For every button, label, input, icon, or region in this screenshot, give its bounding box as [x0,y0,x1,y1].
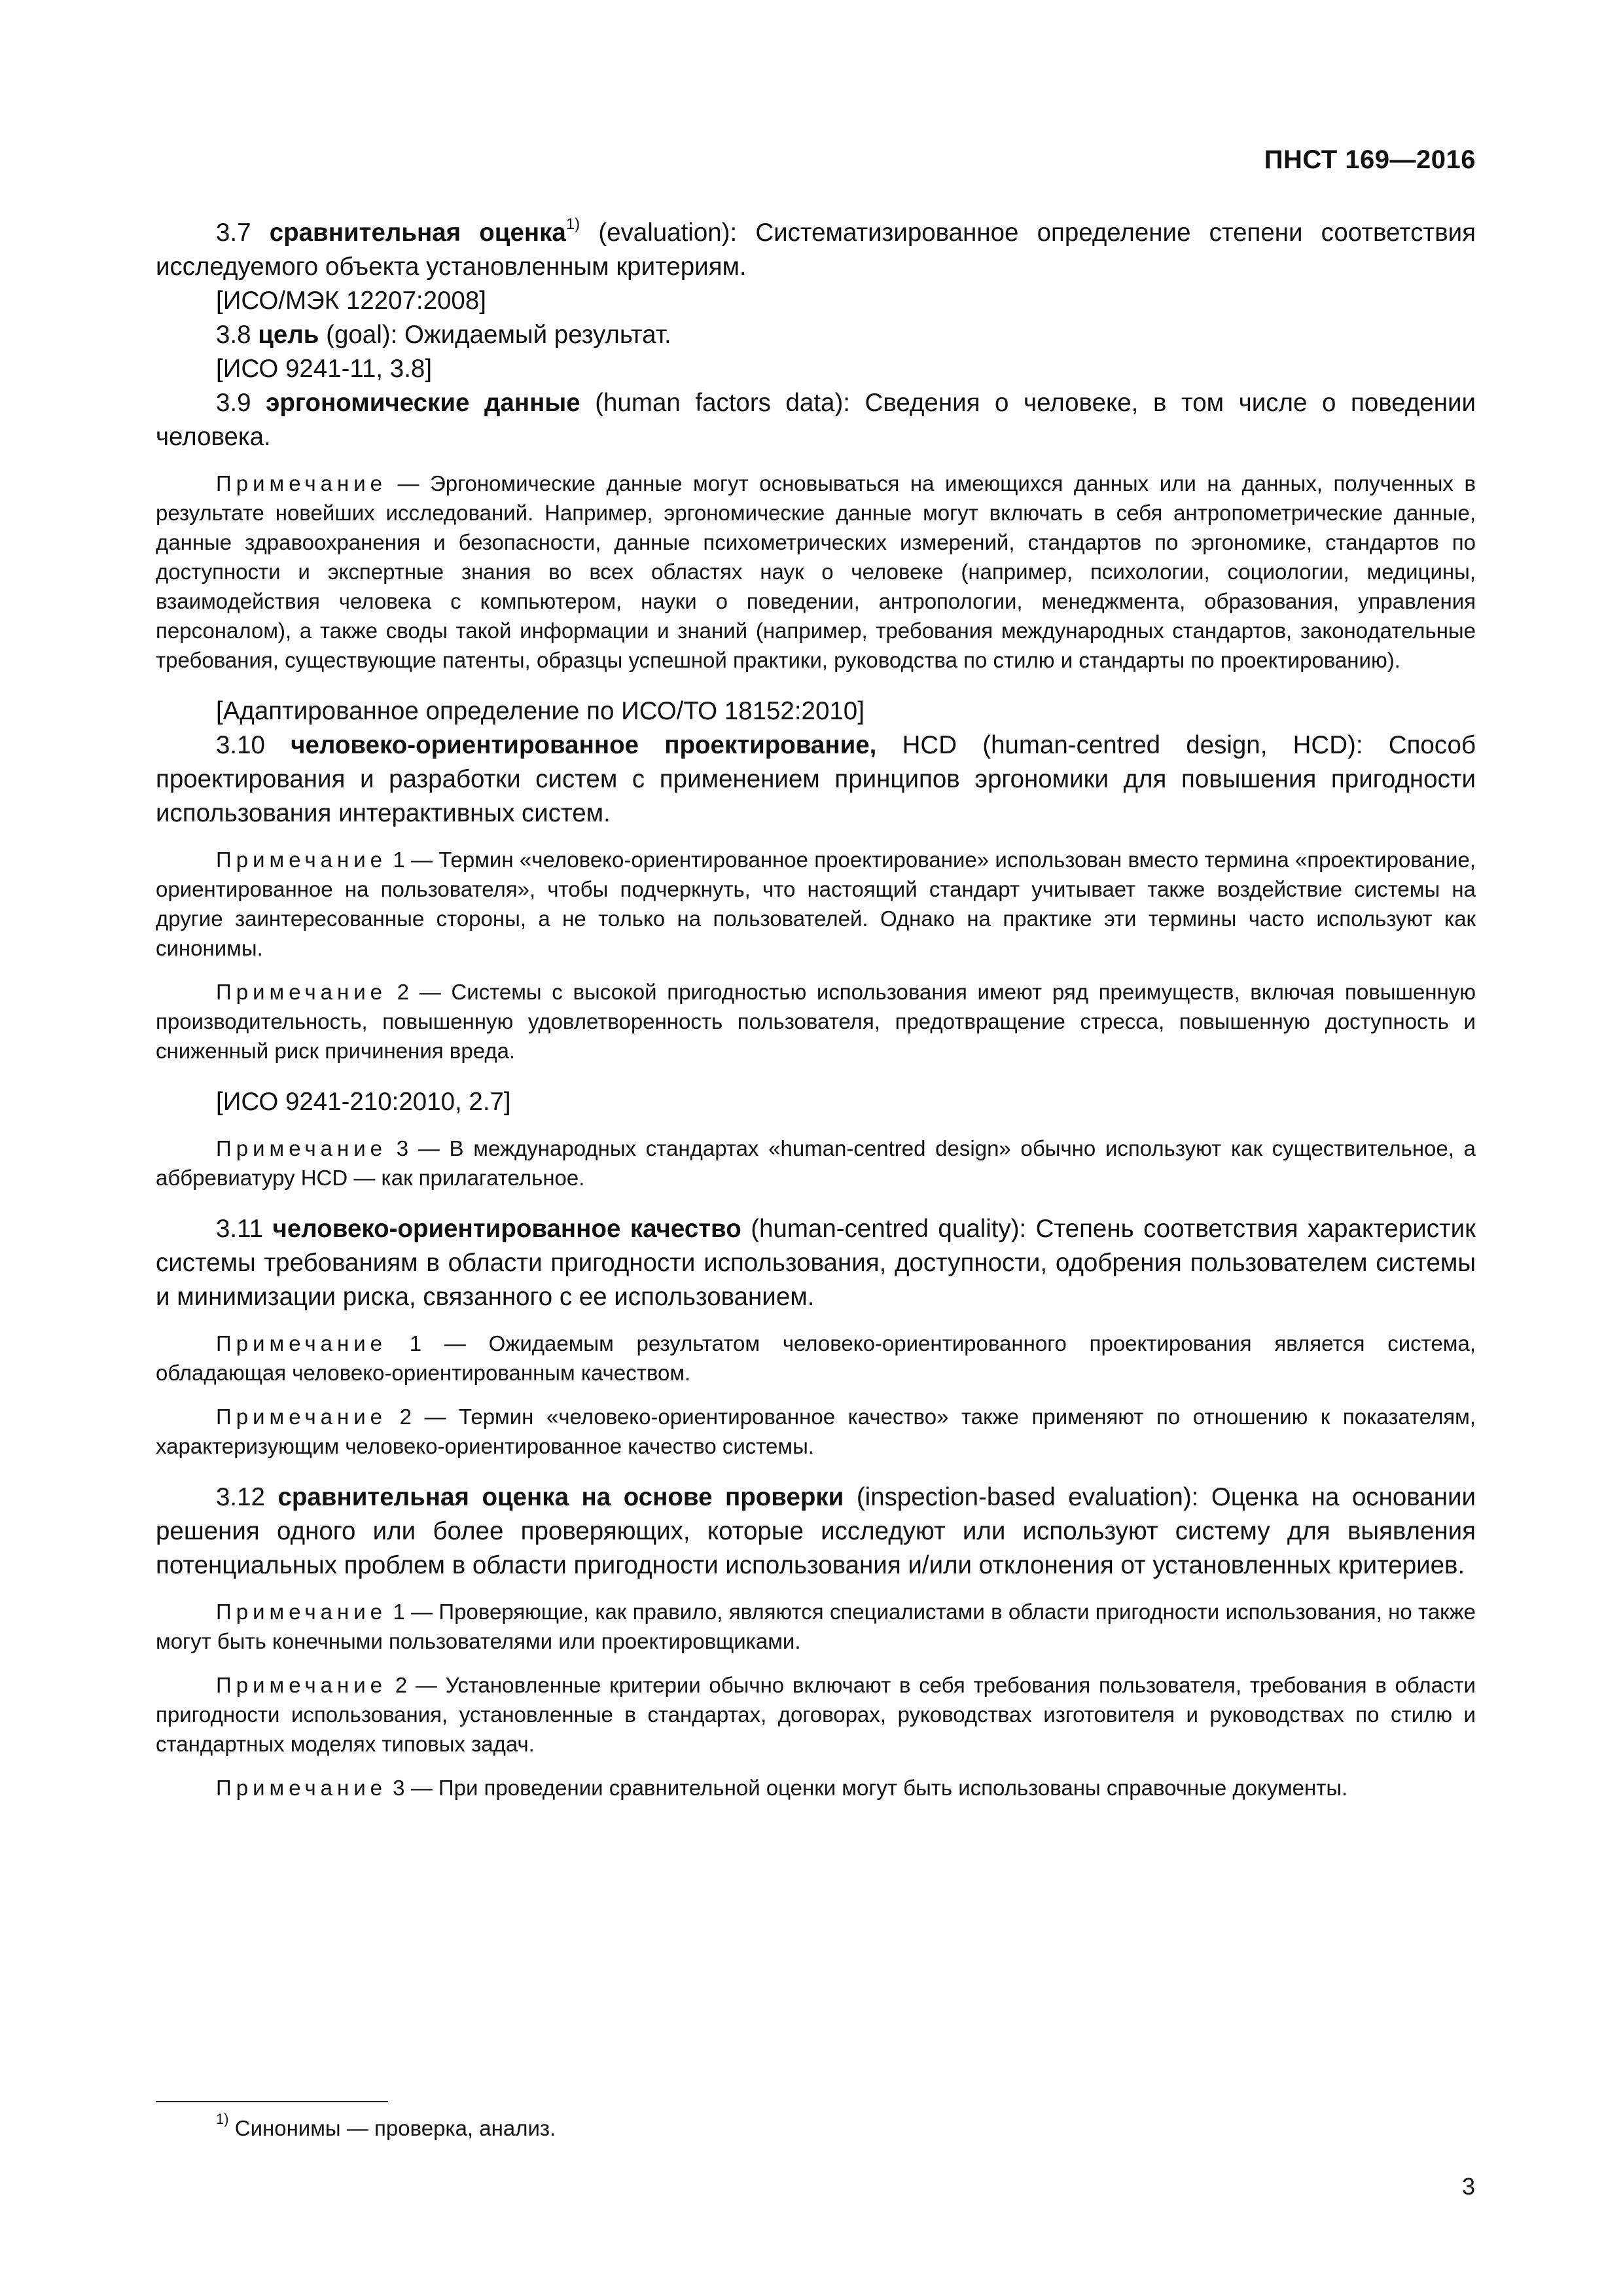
term-entry-3-8 [156,318,1476,352]
note [156,1329,1476,1388]
note-text: 1 — Ожидаемым результатом человеко-ориентированного проектирования является система, обладающая человеко-ориентированным качеством. [156,1331,1476,1385]
note-label: Примечание [216,1331,387,1355]
note-text: 2 — Термин «человеко-ориентированное качество» также применяют по отношению к показателям, характеризующим человеко-ориентированное качество системы. [156,1405,1476,1458]
entry-number: 3.7 [216,219,251,247]
note-text: 3 — В международных стандартах «human-centred design» обычно используют как существительное, а аббревиатуру HCD — как прилагательное. [156,1136,1476,1190]
note-label: Примечание [216,1673,387,1697]
note [156,1670,1476,1759]
note-label: Примечание [216,1136,387,1160]
term-definition: (human-centred quality): Степень соответствия характеристик системы требованиям в области пригодности использования, доступности, одобрения пользователем системы и минимизации риска, связанного с ее использованием. [156,1215,1476,1311]
note-label: Примечание [216,980,387,1004]
footnote-mark: 1) [216,2111,229,2127]
term-definition: (human factors data): Сведения о человеке, в том числе о поведении человека. [156,389,1476,451]
note-text: — Эргономические данные могут основываться на имеющихся данных или на данных, полученных в результате новейших исследований. Например, эргономические данные могут включать в себя антропометрические данные, данные здравоохранения и безопасности, данные психометрических измерений, стандартов по эргономике, стандартов по доступности и экспертные знания во всех областях наук о человеке (например, психологии, социологии, медицины, взаимодействия человека с компьютером, науки о поведении, антропологии, менеджмента, образования, управления персоналом), а также своды такой информации и знаний (например, требования международных стандартов, законодательные требования, существующие патенты, образцы успешной практики, руководства по стилю и стандарты по проектированию). [156,471,1476,672]
note-text: 2 — Системы с высокой пригодностью использования имеют ряд преимуществ, включая повышенную производительность, повышенную удовлетворенность пользователя, предотвращение стресса, повышенную доступность и сниженный риск причинения вреда. [156,980,1476,1063]
footnote-ref: 1) [565,215,580,234]
term-source: [Адаптированное определение по ИСО/ТО 18152:2010] [216,697,865,725]
entry-number: 3.9 [216,389,251,417]
term-source: [ИСО 9241-210:2010, 2.7] [216,1088,511,1116]
page-number: 3 [1461,2173,1475,2200]
note [156,1402,1476,1461]
note-text: 1 — Термин «человеко-ориентированное проектирование» использован вместо термина «проектирование, ориентированное на пользователя», чтобы подчеркнуть, что настоящий стандарт учитывает также воздействие системы на другие заинтересованные стороны, а не только на пользователей. Однако на практике эти термины часто используют как синонимы. [156,848,1476,960]
note [156,1773,1476,1803]
entry-number: 3.8 [216,321,251,349]
note-text: 1 — Проверяющие, как правило, являются специалистами в области пригодности использования, но также могут быть конечными пользователями или проектировщиками. [156,1600,1476,1653]
entry-number: 3.11 [216,1215,264,1243]
term-entry-3-9 [156,386,1476,454]
term-name: сравнительная оценка [269,219,566,247]
term-definition: HCD (human-centred design, HCD): Способ проектирования и разработки систем с применением принципов эргономики для повышения пригодности использования интерактивных систем. [156,731,1476,827]
term-name: человеко-ориентированное проектирование, [291,731,877,759]
note-text: 2 — Установленные критерии обычно включают в себя требования пользователя, требования в области пригодности использования, установленные в стандартах, договорах, руководствах изготовителя и руководствах по стилю и стандартных моделях типовых задач. [156,1673,1476,1756]
footnote-divider [156,2101,388,2102]
document-header: ПНСТ 169—2016 [1264,145,1476,174]
note-label: Примечание [216,1776,387,1800]
term-name: человеко-ориентированное качество [272,1215,741,1243]
term-entry-3-7 [156,216,1476,284]
term-definition: (goal): Ожидаемый результат. [319,321,671,349]
footnote [216,2111,556,2142]
term-source: [ИСО 9241-11, 3.8] [216,355,433,383]
term-definition: (evaluation): Систематизированное определение степени соответствия исследуемого объекта установленным критериям. [156,219,1476,281]
term-source: [ИСО/МЭК 12207:2008] [216,287,486,315]
term-name: эргономические данные [266,389,580,417]
term-name: сравнительная оценка на основе проверки [277,1483,844,1511]
entry-number: 3.12 [216,1483,265,1511]
note-label: Примечание [216,471,387,495]
document-body [156,216,1476,1803]
note [156,845,1476,963]
footnote-text: Синонимы — проверка, анализ. [228,2116,556,2140]
term-entry-3-10 [156,728,1476,831]
note-label: Примечание [216,1600,387,1624]
note-text: 3 — При проведении сравнительной оценки могут быть использованы справочные документы. [387,1776,1348,1800]
term-definition: (inspection-based evaluation): Оценка на основании решения одного или более проверяющих, которые исследуют или используют систему для выявления потенциальных проблем в области пригодности использования и/или отклонения от установленных критериев. [156,1483,1476,1579]
note-label: Примечание [216,1405,387,1429]
note [156,1134,1476,1193]
note [156,977,1476,1066]
term-entry-3-11 [156,1212,1476,1314]
note [156,1597,1476,1656]
entry-number: 3.10 [216,731,265,759]
term-name: цель [258,321,319,349]
note [156,469,1476,675]
term-entry-3-12 [156,1480,1476,1583]
note-label: Примечание [216,848,387,872]
